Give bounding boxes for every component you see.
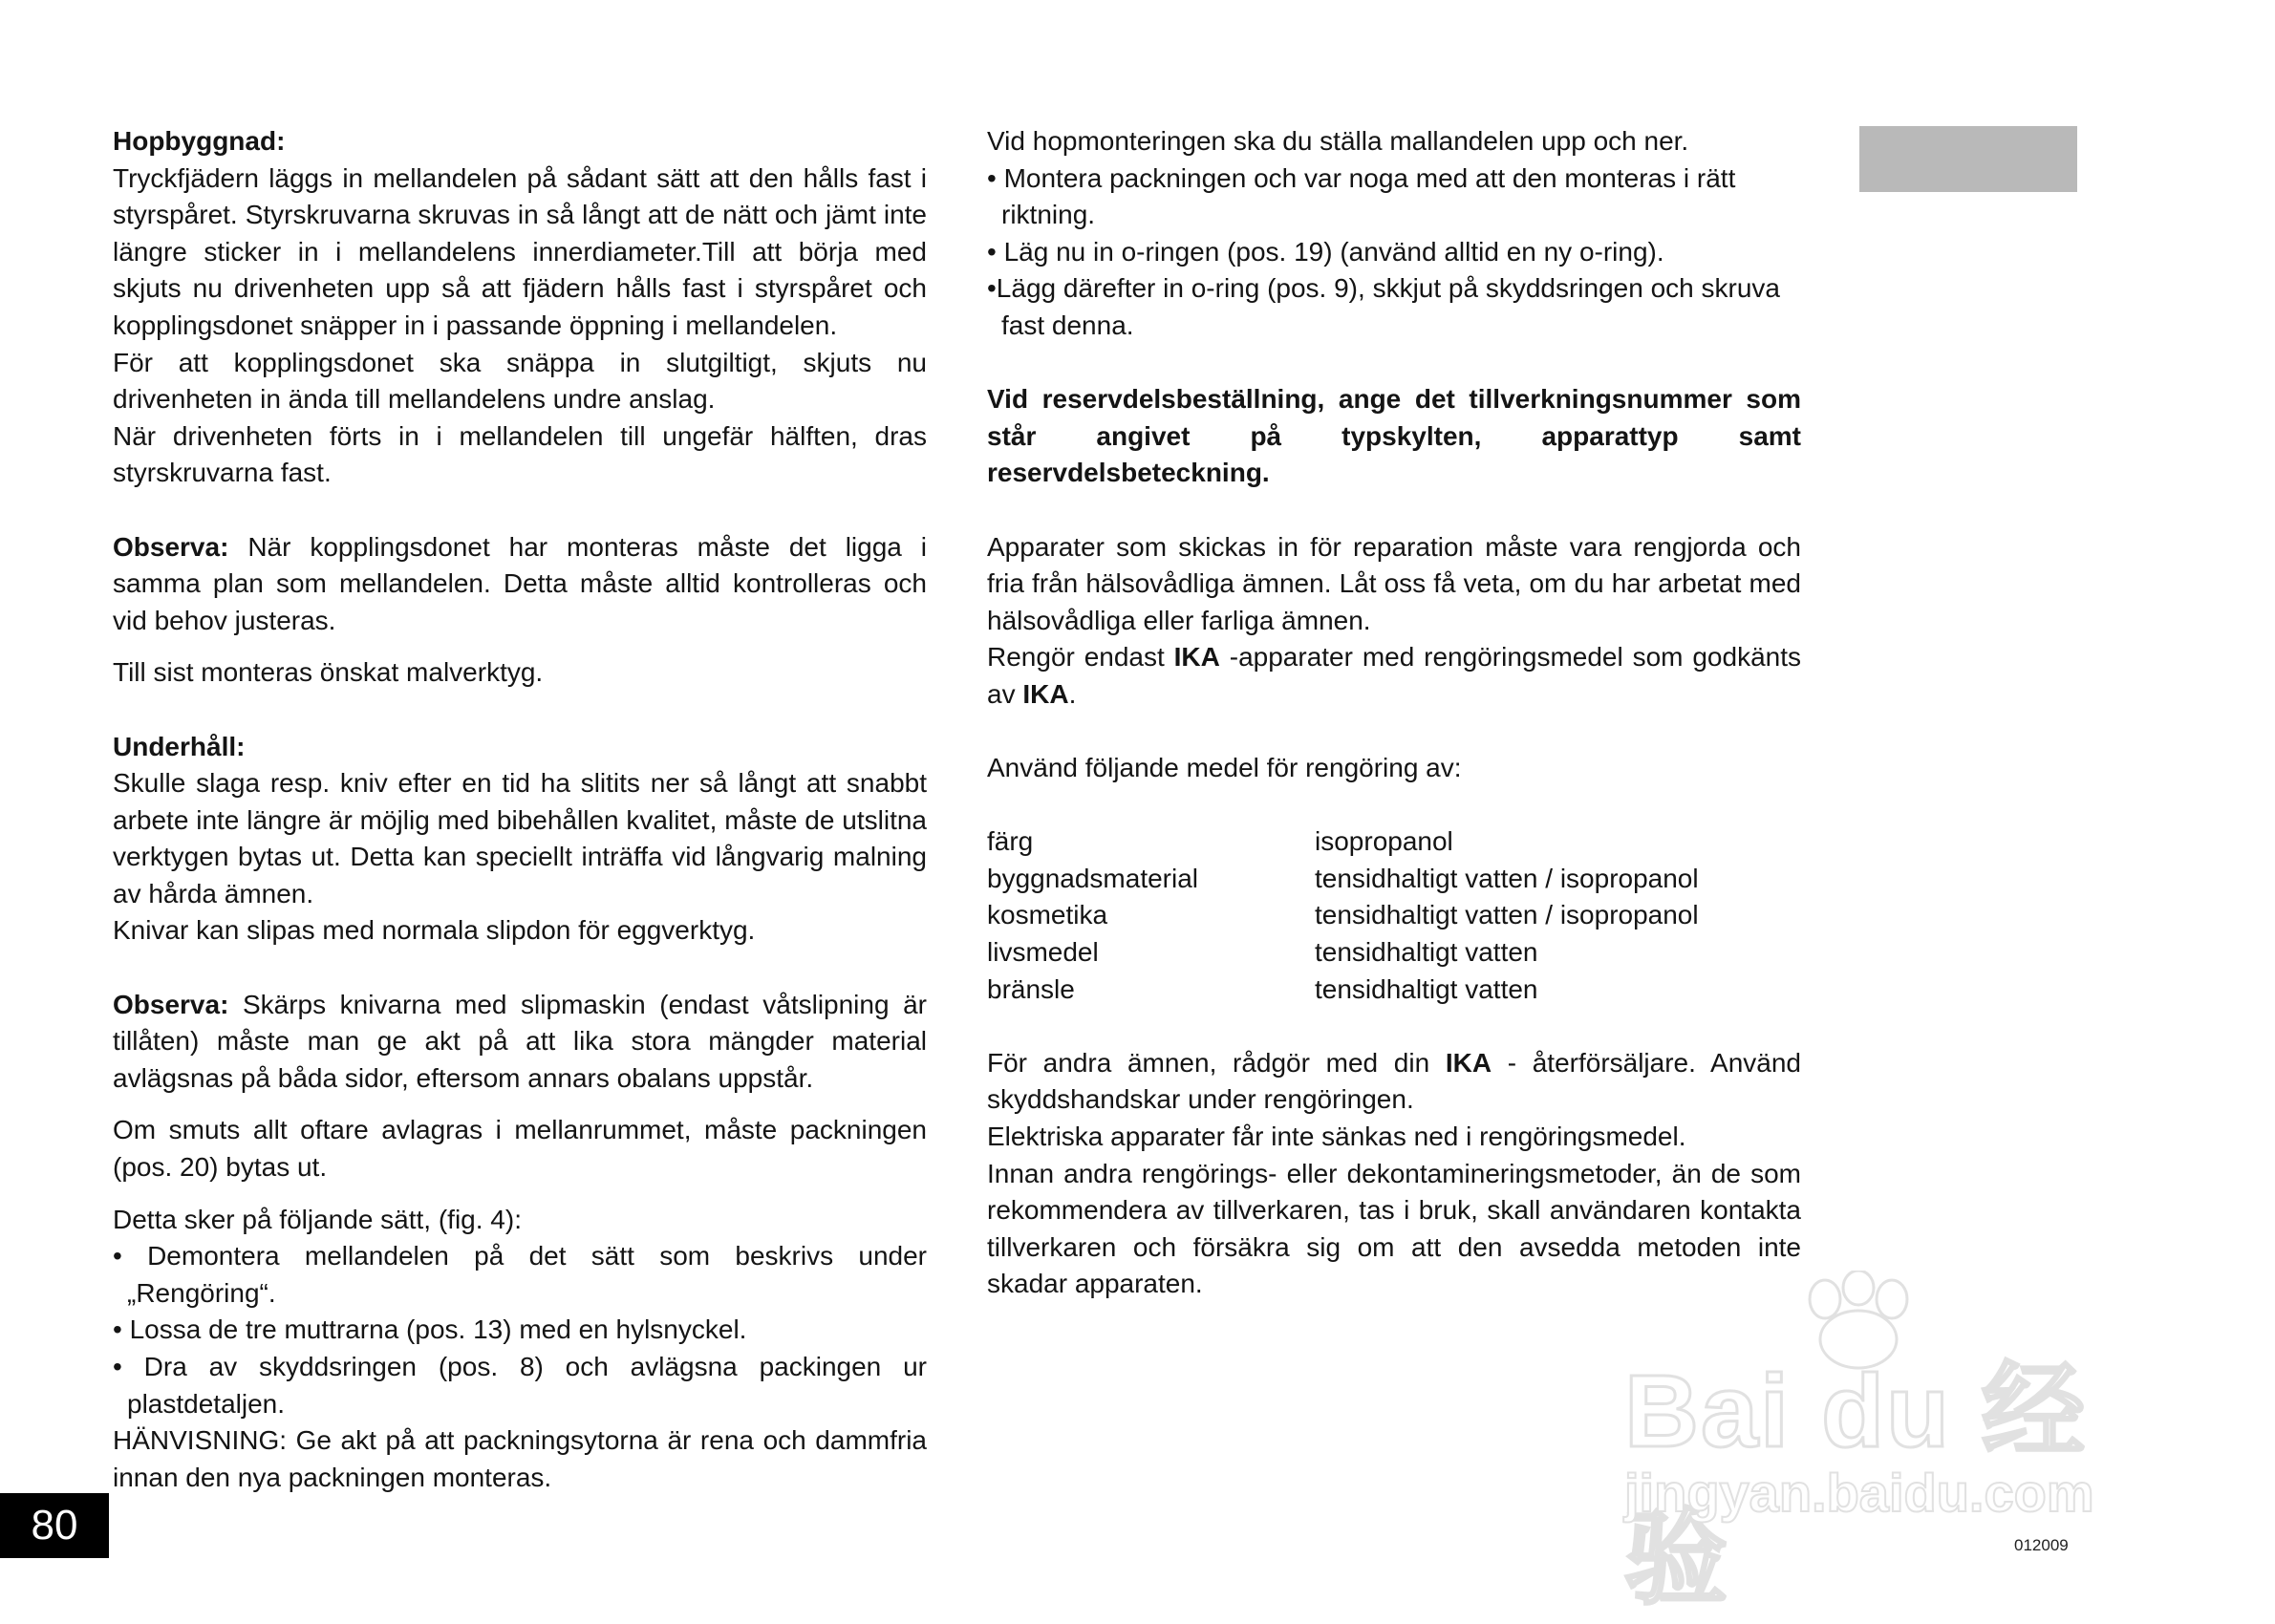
observa-text: När kopplingsdonet har monteras måste det ligga i samma plan som mellandelen. Detta måste alltid kontrolleras och vid behov justeras.: [113, 531, 927, 635]
assembly-bullet: • Montera packningen och var noga med att den monteras i rätt riktning.: [987, 162, 1736, 230]
repair-paragraph: Apparater som skickas in för reparation måste vara rengjorda och fria från hälsovådliga ämnen. Låt oss få veta, om du har arbetat med hälsovådliga eller farliga ämnen.: [987, 531, 1801, 635]
cleaning-agent-table: [987, 823, 1699, 1008]
underhall-paragraph-1: Skulle slaga resp. kniv efter en tid ha slitits ner så långt att snabbt arbete inte längre är möjlig med bibehållen kvalitet, måste de utslitna verktygen bytas ut. Detta kan speciellt inträffa vid långvarig malning av hårda ämnen.: [113, 768, 927, 908]
table-row: [987, 934, 1699, 972]
material-cell: kosmetika: [987, 900, 1108, 930]
observa-note-1: [113, 529, 927, 640]
table-row: [987, 897, 1699, 934]
final-tool-text: Till sist monteras önskat malverktyg.: [113, 657, 544, 688]
hopbyggnad-paragraph-2: För att kopplingsdonet ska snäppa in slutgiltigt, skjuts nu drivenheten in ända till mellandelens undre anslag.: [113, 347, 927, 415]
other-substances-paragraph: För andra ämnen, rådgör med din IKA - återförsäljare. Använd skyddshandskar under rengöringen.: [987, 1047, 1801, 1115]
hopbyggnad-paragraph-1: Tryckfjädern läggs in mellandelen på sådant sätt att den hålls fast i styrspåret. Styrskruvarna skruvas in så långt att de nätt och jämt inte längre sticker in i mellandelens innerdiameter.Till att börja med skjuts nu drivenheten upp så att fjädern hålls fast i styrspåret och kopplingsdonet snäpper in i passande öppning i mellandelen.: [113, 162, 927, 340]
agent-cell: tensidhaltigt vatten: [1315, 937, 1538, 968]
table-row: [987, 861, 1699, 898]
page-number: 80: [0, 1493, 109, 1558]
watermark-logo: Bai du 经验: [1624, 1353, 2088, 1616]
watermark-url: jingyan.baidu.com: [1624, 1463, 2094, 1523]
agent-cell: tensidhaltigt vatten / isopropanol: [1315, 863, 1699, 893]
agent-cell: isopropanol: [1315, 826, 1453, 857]
observa-label: Observa:: [113, 531, 229, 562]
left-column: [113, 123, 927, 1496]
material-cell: byggnadsmaterial: [987, 863, 1199, 893]
dirt-paragraph: Om smuts allt oftare avlagras i mellanrummet, måste packningen (pos. 20) bytas ut.: [113, 1115, 927, 1183]
agents-intro: Använd följande medel för rengöring av:: [987, 753, 1462, 783]
procedure-intro: Detta sker på följande sätt, (fig. 4):: [113, 1204, 522, 1234]
brand-name: IKA: [1445, 1047, 1492, 1078]
table-row: [987, 972, 1699, 1009]
hopbyggnad-paragraph-3: När drivenheten förts in i mellandelen till ungefär hälften, dras styrskruvarna fast.: [113, 420, 927, 488]
baidu-watermark: [1624, 1271, 2159, 1616]
document-code: 012009: [2014, 1536, 2069, 1554]
material-cell: bränsle: [987, 973, 1075, 1004]
assembly-bullet: • Läg nu in o-ringen (pos. 19) (använd alltid en ny o-ring).: [987, 236, 1664, 267]
cleaning-approval-paragraph: Rengör endast IKA -apparater med rengöringsmedel som godkänts av IKA.: [987, 642, 1802, 709]
table-row: [987, 823, 1699, 861]
underhall-paragraph-2: Knivar kan slipas med normala slipdon för eggverktyg.: [113, 915, 756, 946]
brand-name: IKA: [1173, 642, 1220, 673]
section-tab-marker: [1859, 126, 2077, 192]
underhall-heading: Underhåll:: [113, 731, 246, 761]
observa-text: Skärps knivarna med slipmaskin (endast våtslipning är tillåten) måste man ge akt på att lika stora mängder material avlägsnas på båda sidor, eftersom annars obalans uppstår.: [113, 989, 927, 1093]
material-cell: färg: [987, 826, 1034, 857]
assembly-bullet: •Lägg därefter in o-ring (pos. 9), skkjut på skyddsringen och skruva fast denna.: [987, 273, 1780, 340]
notice-text: HÄNVISNING: Ge akt på att packningsytorna är rena och dammfria innan den nya packningen monteras.: [113, 1425, 927, 1492]
other-methods-paragraph: Innan andra rengörings- eller dekontamineringsmetoder, än de som rekommendera av tillverkaren, tas i bruk, skall användaren kontakta tillverkaren och försäkra sig om att den avsedda metoden inte skadar apparaten.: [987, 1158, 1801, 1299]
assembly-intro: Vid hopmonteringen ska du ställa mallandelen upp och ner.: [987, 126, 1689, 156]
observa-note-2: [113, 987, 927, 1098]
spare-parts-notice: Vid reservdelsbeställning, ange det tillverkningsnummer som står angivet på typskylten, apparattyp samt reservdelsbeteckning.: [987, 384, 1801, 488]
procedure-bullet: • Lossa de tre muttrarna (pos. 13) med en hylsnyckel.: [113, 1314, 747, 1345]
hopbyggnad-heading: Hopbyggnad:: [113, 126, 286, 156]
right-column: [987, 123, 1801, 1303]
material-cell: livsmedel: [987, 937, 1099, 968]
electric-warning: Elektriska apparater får inte sänkas ned i rengöringsmedel.: [987, 1122, 1686, 1152]
brand-name: IKA: [1022, 678, 1069, 709]
procedure-bullet: • Dra av skyddsringen (pos. 8) och avlägsna packingen ur plastdetaljen.: [113, 1352, 927, 1419]
agent-cell: tensidhaltigt vatten: [1315, 973, 1538, 1004]
agent-cell: tensidhaltigt vatten / isopropanol: [1315, 900, 1699, 930]
procedure-bullet: • Demontera mellandelen på det sätt som beskrivs under „Rengöring“.: [113, 1241, 927, 1308]
observa-label: Observa:: [113, 989, 229, 1019]
